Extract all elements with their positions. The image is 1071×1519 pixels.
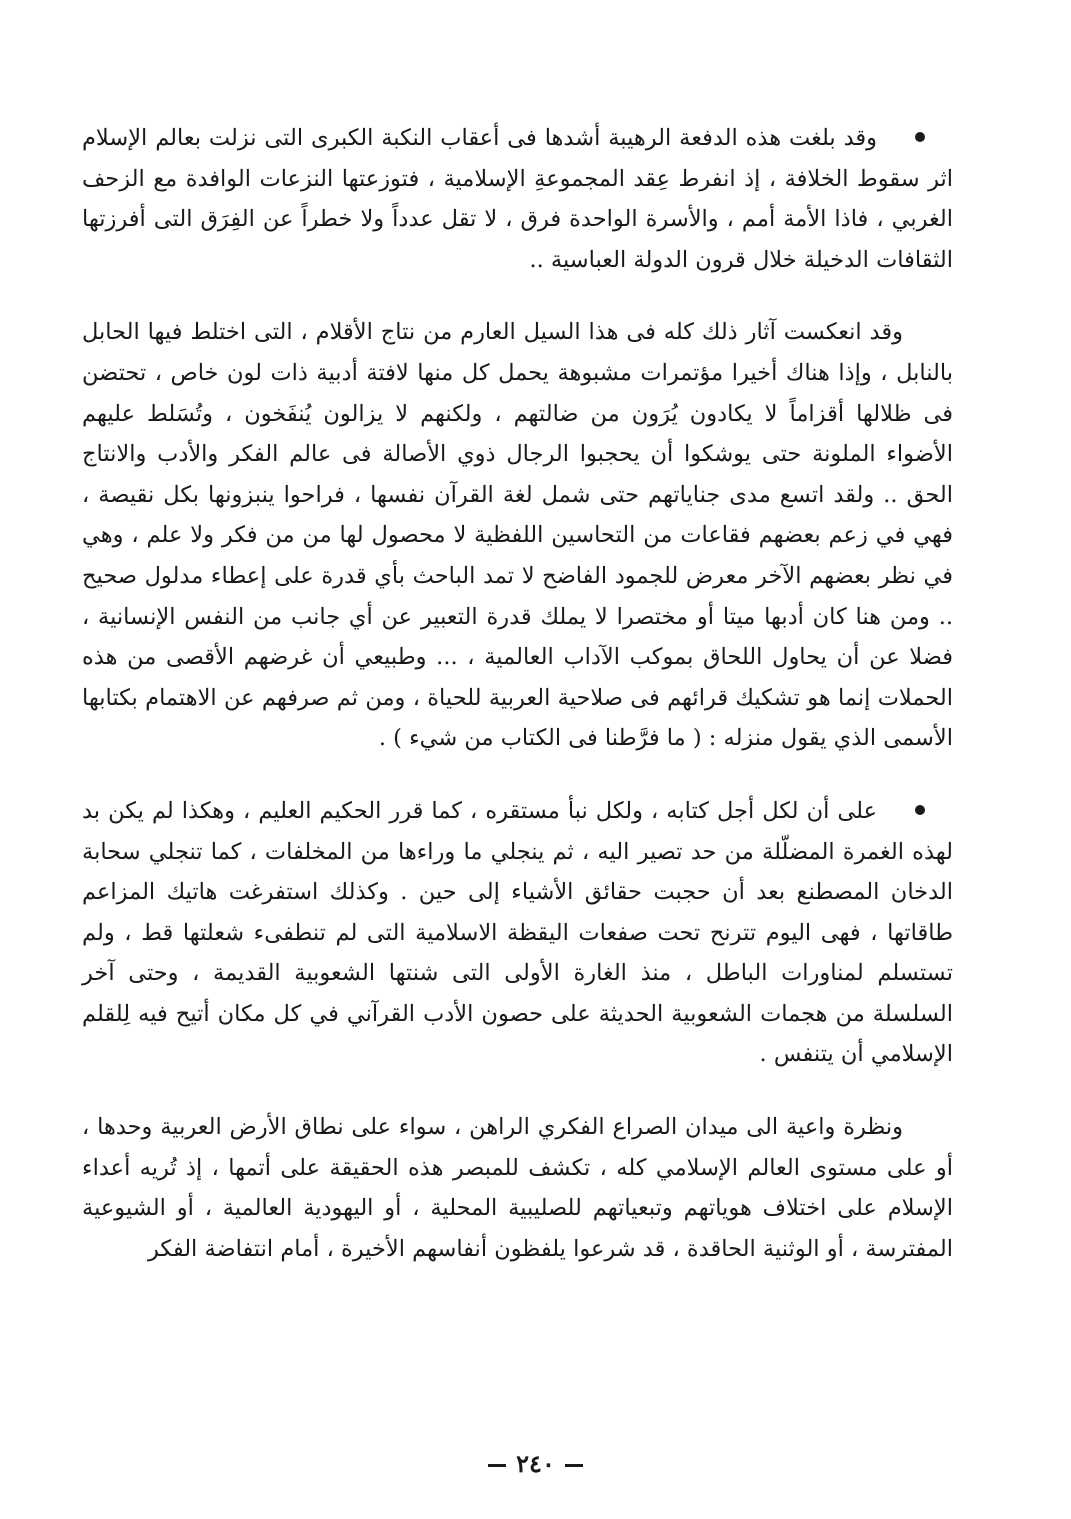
paragraph-2 <box>82 312 953 759</box>
dash-icon <box>488 1464 506 1467</box>
page-footer <box>0 1449 1071 1478</box>
dash-icon <box>565 1464 583 1467</box>
bullet-icon <box>915 805 925 815</box>
body-text <box>82 118 953 1269</box>
paragraph-3-text: على أن لكل أجل كتابه ، ولكل نبأ مستقره ، كما قرر الحكيم العليم ، وهكذا لم يكن بد لهذه الغمرة المضلّلة من حد تصير اليه ، ثم ينجلي ما وراءها من المخلفات ، كما تنجلي سحابة الدخان المصطنع بعد أن حجبت حقائق الأشياء إلى حين . وكذلك استفرغت هاتيك المزاعم طاقاتها ، فهى اليوم تترنح تحت صفعات اليقظة الاسلامية التى لم تنطفىء شعلتها قط ، ولم تستسلم لمناورات الباطل ، منذ الغارة الأولى التى شنتها الشعوبية القديمة ، وحتى آخر السلسلة من هجمات الشعوبية الحديثة على حصون الأدب القرآني في كل مكان أتيح فيه لِلقلم الإسلامي أن يتنفس . <box>82 797 953 1068</box>
paragraph-1 <box>82 118 953 280</box>
paragraph-4-text: ونظرة واعية الى ميدان الصراع الفكري الراهن ، سواء على نطاق الأرض العربية وحدها ، أو على مستوى العالم الإسلامي كله ، تكشف للمبصر هذه الحقيقة على أتمها ، إذ تُريه أعداء الإسلام على اختلاف هوياتهم وتبعياتهم للصليبية المحلية ، أو اليهودية العالمية ، أو الشيوعية المفترسة ، أو الوثنية الحاقدة ، قد شرعوا يلفظون أنفاسهم الأخيرة ، أمام انتفاضة الفكر <box>82 1114 953 1262</box>
page-number: ٢٤٠ <box>516 1449 555 1478</box>
paragraph-4 <box>82 1107 953 1269</box>
paragraph-1-text: وقد بلغت هذه الدفعة الرهيبة أشدها فى أعقاب النكبة الكبرى التى نزلت بعالم الإسلام اثر سقوط الخلافة ، إذ انفرط عِقد المجموعةِ الإسلامية ، فتوزعتها النزعات الوافدة مع الزحف الغربي ، فاذا الأمة أمم ، والأسرة الواحدة فرق ، لا تقل عدداً ولا خطراً عن الفِرَق التى أفرزتها الثقافات الدخيلة خلال قرون الدولة العباسية .. <box>82 125 953 273</box>
bullet-icon <box>915 132 925 142</box>
paragraph-3 <box>82 791 953 1075</box>
paragraph-2-text: وقد انعكست آثار ذلك كله فى هذا السيل العارم من نتاج الأقلام ، التى اختلط فيها الحابل بالنابل ، وإذا هناك أخيرا مؤتمرات مشبوهة يحمل كل منها لافتة أدبية ذات لون خاص ، تحتضن فى ظلالها أقزاماً لا يكادون يُرَون من ضالتهم ، ولكنهم لا يزالون يُنفَخون ، وتُسَلط عليهم الأضواء الملونة حتى يوشكوا أن يحجبوا الرجال ذوي الأصالة فى عالم الفكر والأدب والانتاج الحق .. ولقد اتسع مدى جناياتهم حتى شمل لغة القرآن نفسها ، فراحوا ينبزونها بكل نقيصة ، فهي في زعم بعضهم فقاعات من التحاسين اللفظية لا محصول لها من من فكر ولا علم ، وهي في نظر بعضهم الآخر معرض للجمود الفاضح لا تمد الباحث بأي قدرة على إعطاء مدلول صحيح .. ومن هنا كان أدبها ميتا أو مختصرا لا يملك قدرة التعبير عن أي جانب من النفس الإنسانية ، فضلا عن أن يحاول اللحاق بموكب الآداب العالمية ، ... وطبيعي أن غرضهم الأقصى من هذه الحملات إنما هو تشكيك قرائهم فى صلاحية العربية للحياة ، ومن ثم صرفهم عن الاهتمام بكتابها الأسمى الذي يقول منزله : ( ما فرَّطنا فى الكتاب من شيء ) . <box>82 319 953 752</box>
